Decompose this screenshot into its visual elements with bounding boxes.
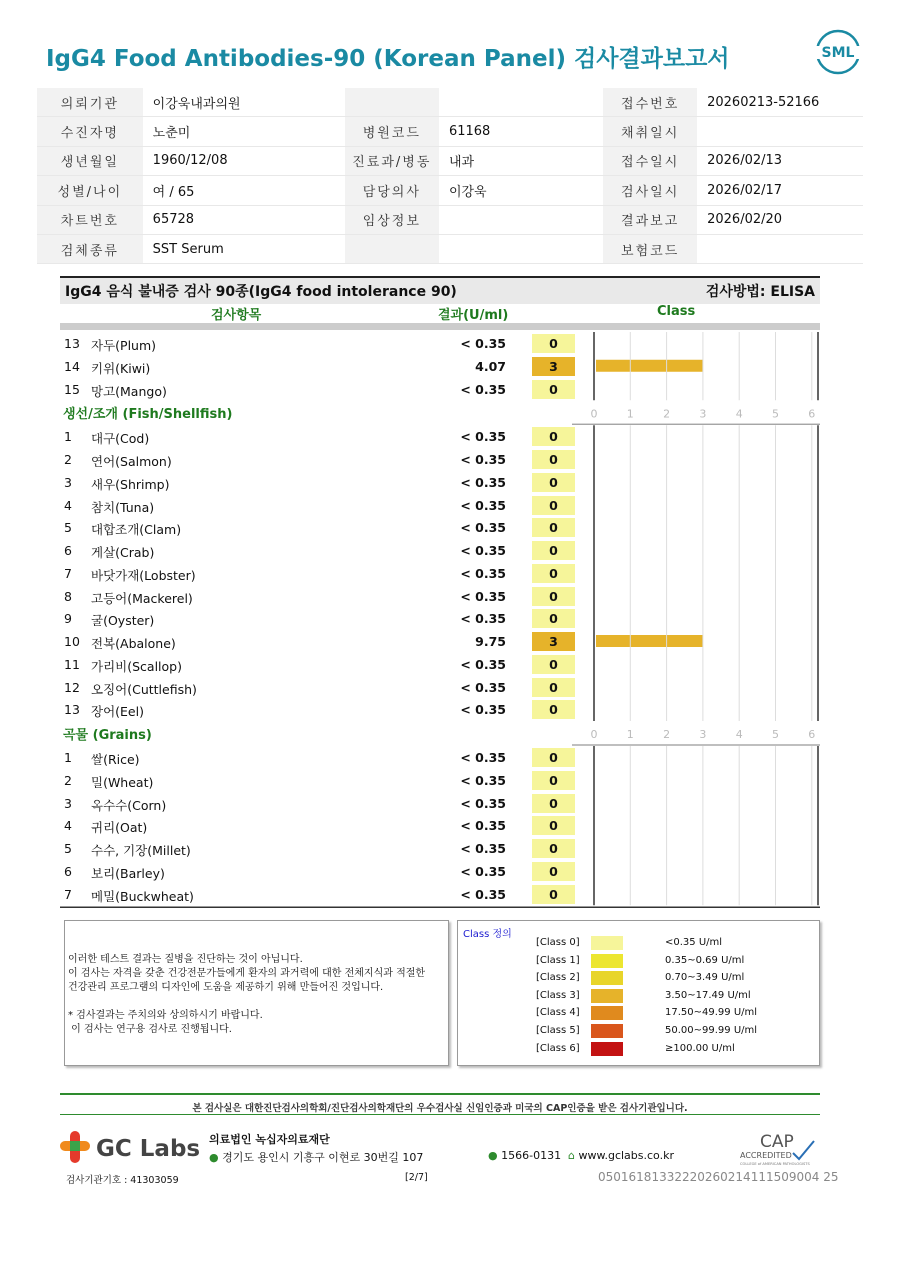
svg-text:CAP: CAP xyxy=(760,1132,794,1152)
gc-labs-logo xyxy=(60,1127,206,1167)
info-label: 보험코드 xyxy=(603,234,697,263)
info-value: 내과 xyxy=(439,146,603,175)
legend-row xyxy=(458,970,808,987)
item-number: 8 xyxy=(64,588,72,604)
item-number: 11 xyxy=(64,656,80,672)
org-name: 의료법인 녹십자의료재단 xyxy=(209,1133,330,1146)
axis-tick-label: 3 xyxy=(699,728,707,741)
item-name: 고등어(Mackerel) xyxy=(91,590,193,606)
info-label: 접수일시 xyxy=(603,146,697,175)
item-number: 4 xyxy=(64,497,72,513)
item-name: 게살(Crab) xyxy=(91,545,155,560)
axis-tick-label: 6 xyxy=(808,407,816,421)
result-row xyxy=(60,792,820,815)
item-class-badge: 0 xyxy=(532,678,575,697)
location-pin-icon: ● xyxy=(209,1151,219,1164)
item-result: < 0.35 xyxy=(460,841,506,856)
item-number: 15 xyxy=(64,381,80,397)
legend-class-label: [Class 0] xyxy=(536,937,580,948)
legend-swatch xyxy=(591,954,623,968)
item-number: 12 xyxy=(64,679,80,695)
cap-accredited-logo xyxy=(738,1131,818,1169)
item-result: < 0.35 xyxy=(460,543,506,558)
legend-range: 50.00~99.99 U/ml xyxy=(665,1025,758,1036)
class-legend-box xyxy=(457,920,820,1066)
legend-row xyxy=(458,988,808,1005)
svg-text:GC Labs: GC Labs xyxy=(96,1136,201,1162)
item-class-badge: 0 xyxy=(532,609,575,628)
item-number: 3 xyxy=(64,474,72,490)
certification-note: 본 검사실은 대한진단검사의학회/진단검사의학재단의 우수검사실 신임인증과 미국의 CAP인증을 받은 검사기관입니다. xyxy=(192,1103,688,1114)
section-header: 곡물 (Grains) xyxy=(63,728,152,743)
legend-swatch xyxy=(591,971,623,985)
info-value xyxy=(439,234,603,263)
item-result: < 0.35 xyxy=(460,772,506,788)
info-label: 검체종류 xyxy=(37,234,143,263)
legend-swatch xyxy=(591,1042,623,1056)
disclaimer-line: 건강관리 프로그램의 디자인에 도움을 제공하기 위해 만들어진 것입니다. xyxy=(68,982,384,993)
item-result: < 0.35 xyxy=(460,588,506,604)
info-value: 1960/12/08 xyxy=(143,146,345,175)
item-class-badge: 0 xyxy=(532,380,575,399)
disclaimer-text xyxy=(68,953,425,1037)
item-class-badge: 0 xyxy=(532,748,575,767)
info-value: 노춘미 xyxy=(143,117,345,146)
col-header-result: 결과(U/ml) xyxy=(438,308,509,323)
info-value: 2026/02/17 xyxy=(697,176,863,205)
legend-row xyxy=(458,1041,808,1058)
disclaimer-line: * 검사결과는 주치의와 상의하시기 바랍니다. xyxy=(68,1010,263,1021)
legend-swatch xyxy=(591,1006,623,1020)
item-result: < 0.35 xyxy=(460,750,506,765)
axis-tick-label: 5 xyxy=(772,407,779,421)
section-header: 생선/조개 (Fish/Shellfish) xyxy=(63,407,233,423)
item-result: < 0.35 xyxy=(460,702,506,718)
item-name: 귀리(Oat) xyxy=(91,820,148,836)
result-row xyxy=(60,860,820,883)
col-header-class: Class xyxy=(657,304,696,319)
disclaimer-box xyxy=(64,920,449,1066)
item-name: 쌀(Rice) xyxy=(91,752,140,767)
result-row xyxy=(60,516,820,539)
info-label xyxy=(345,234,439,263)
info-value xyxy=(697,234,863,263)
item-name: 대합조개(Clam) xyxy=(91,522,182,538)
item-class-badge: 0 xyxy=(532,839,575,858)
institution-number: 검사기관기호 : 41303059 xyxy=(66,1175,179,1186)
item-class-badge: 0 xyxy=(532,564,575,583)
item-result: < 0.35 xyxy=(460,679,506,695)
item-number: 6 xyxy=(64,863,72,879)
item-result: < 0.35 xyxy=(460,429,506,445)
info-label: 결과보고 xyxy=(603,205,697,234)
info-row xyxy=(37,146,863,175)
item-number: 4 xyxy=(64,818,72,834)
item-result: < 0.35 xyxy=(460,520,506,536)
axis-tick-label: 4 xyxy=(735,728,743,741)
info-value: 61168 xyxy=(439,117,603,146)
item-class-badge: 0 xyxy=(532,496,575,515)
item-result: < 0.35 xyxy=(460,611,506,627)
result-row xyxy=(60,746,820,769)
address: ● 경기도 용인시 기흥구 이현로 30번길 107 xyxy=(209,1151,424,1164)
item-class-badge: 0 xyxy=(532,334,575,353)
info-label: 진료과/병동 xyxy=(345,146,439,175)
disclaimer-line xyxy=(68,995,425,1009)
result-row xyxy=(60,494,820,517)
item-number: 13 xyxy=(64,336,80,351)
legend-row xyxy=(458,1023,808,1040)
item-name: 전복(Abalone) xyxy=(91,636,176,651)
page-number: [2/7] xyxy=(405,1172,428,1183)
result-row xyxy=(60,653,820,676)
item-result: 4.07 xyxy=(475,358,506,374)
item-class-badge: 0 xyxy=(532,427,575,446)
item-class-badge: 0 xyxy=(532,450,575,469)
info-label: 수진자명 xyxy=(37,117,143,146)
info-row xyxy=(37,176,863,205)
legend-title: Class 정의 xyxy=(463,929,512,940)
test-method: 검사방법: ELISA xyxy=(705,284,815,300)
legend-range: 3.50~17.49 U/ml xyxy=(665,989,751,1001)
info-value: 65728 xyxy=(143,205,345,234)
item-class-badge: 0 xyxy=(532,518,575,537)
item-result: 9.75 xyxy=(475,634,506,649)
item-number: 1 xyxy=(64,429,72,445)
item-name: 굴(Oyster) xyxy=(91,613,155,629)
item-number: 7 xyxy=(64,886,72,902)
table-top-band xyxy=(60,323,820,330)
result-row xyxy=(60,355,820,378)
info-value: 2026/02/13 xyxy=(697,146,863,175)
item-number: 1 xyxy=(64,750,72,765)
phone-icon: ● xyxy=(488,1149,498,1162)
axis-tick-label: 4 xyxy=(735,407,743,421)
axis-tick-label: 5 xyxy=(772,728,779,741)
info-label: 성별/나이 xyxy=(37,176,143,205)
result-row xyxy=(60,425,820,448)
item-name: 가리비(Scallop) xyxy=(91,658,182,674)
info-label: 생년월일 xyxy=(37,146,143,175)
footer-divider-top xyxy=(60,1093,820,1095)
info-value: 2026/02/20 xyxy=(697,205,863,234)
item-number: 2 xyxy=(64,452,72,467)
info-value: 이강욱 xyxy=(439,176,603,205)
item-name: 오징어(Cuttlefish) xyxy=(91,681,197,697)
item-name: 옥수수(Corn) xyxy=(91,797,167,813)
barcode-number: 05016181332220260214111509004 25 xyxy=(598,1170,839,1184)
item-result: < 0.35 xyxy=(460,474,506,490)
info-label: 병원코드 xyxy=(345,117,439,146)
axis-tick-label: 0 xyxy=(590,407,598,421)
info-label xyxy=(345,88,439,117)
legend-class-label: [Class 5] xyxy=(536,1025,580,1036)
legend-class-label: [Class 3] xyxy=(536,989,580,1001)
item-number: 5 xyxy=(64,520,72,536)
svg-text:COLLEGE of AMERICAN PATHOLOGIS: COLLEGE of AMERICAN PATHOLOGISTS xyxy=(740,1162,810,1166)
axis-tick-label: 3 xyxy=(699,407,707,421)
item-name: 키위(Kiwi) xyxy=(91,360,151,376)
item-class-badge: 0 xyxy=(532,541,575,560)
info-value: SST Serum xyxy=(143,234,345,263)
item-result: < 0.35 xyxy=(460,565,506,581)
item-class-badge: 0 xyxy=(532,473,575,492)
item-result: < 0.35 xyxy=(460,886,506,902)
item-number: 14 xyxy=(64,358,80,374)
item-result: < 0.35 xyxy=(460,497,506,513)
svg-text:ACCREDITED: ACCREDITED xyxy=(740,1151,792,1160)
result-row xyxy=(60,883,820,906)
info-label: 차트번호 xyxy=(37,205,143,234)
legend-range: ≥100.00 U/ml xyxy=(665,1042,735,1054)
item-class-badge: 0 xyxy=(532,885,575,904)
info-label: 담당의사 xyxy=(345,176,439,205)
report-title: IgG4 Food Antibodies-90 (Korean Panel) 검사결과보고서 xyxy=(46,46,730,72)
result-row xyxy=(60,607,820,630)
result-row xyxy=(60,332,820,355)
legend-range: 17.50~49.99 U/ml xyxy=(665,1007,758,1019)
legend-row xyxy=(458,1005,808,1022)
legend-swatch xyxy=(591,989,623,1003)
info-value xyxy=(439,88,603,117)
info-label: 임상정보 xyxy=(345,205,439,234)
result-row xyxy=(60,814,820,837)
info-value: 이강욱내과의원 xyxy=(143,88,345,117)
axis-tick-label: 1 xyxy=(626,728,634,741)
svg-text:SML: SML xyxy=(821,45,855,61)
item-class-badge: 0 xyxy=(532,700,575,719)
result-row xyxy=(60,698,820,721)
legend-class-label: [Class 2] xyxy=(536,972,580,984)
phone: ● 1566-0131 xyxy=(488,1149,562,1162)
footer-divider-bottom xyxy=(60,1114,820,1115)
legend-swatch xyxy=(591,936,623,950)
result-row xyxy=(60,630,820,653)
item-name: 망고(Mango) xyxy=(91,383,167,399)
legend-range: 0.70~3.49 U/ml xyxy=(665,972,745,984)
result-row xyxy=(60,539,820,562)
item-number: 2 xyxy=(64,772,72,788)
info-value: 여 / 65 xyxy=(143,176,345,205)
report-heading: IgG4 음식 불내증 검사 90종(IgG4 food intolerance 90) xyxy=(65,284,457,300)
item-name: 밀(Wheat) xyxy=(91,774,154,790)
report-header-bar xyxy=(60,276,820,304)
item-result: < 0.35 xyxy=(460,863,506,879)
axis-tick-label: 6 xyxy=(808,728,816,741)
legend-range: <0.35 U/ml xyxy=(665,937,723,948)
item-name: 메밀(Buckwheat) xyxy=(91,888,194,904)
item-name: 장어(Eel) xyxy=(91,704,144,720)
item-name: 자두(Plum) xyxy=(91,338,157,353)
info-row xyxy=(37,205,863,234)
disclaimer-line: 이 검사는 자격을 갖춘 건강전문가들에게 환자의 과거력에 대한 전체지식과 적절한 xyxy=(68,968,426,979)
home-icon: ⌂ xyxy=(568,1149,575,1162)
item-number: 10 xyxy=(64,634,80,649)
item-number: 9 xyxy=(64,611,72,627)
info-row xyxy=(37,88,863,117)
item-name: 참치(Tuna) xyxy=(91,499,155,515)
item-number: 6 xyxy=(64,543,72,558)
result-row xyxy=(60,448,820,471)
legend-class-label: [Class 1] xyxy=(536,954,580,966)
item-name: 바닷가재(Lobster) xyxy=(91,567,196,583)
item-number: 13 xyxy=(64,702,80,718)
item-number: 3 xyxy=(64,795,72,811)
legend-row xyxy=(458,953,808,970)
item-name: 연어(Salmon) xyxy=(91,454,172,469)
legend-swatch xyxy=(591,1024,623,1038)
item-result: < 0.35 xyxy=(460,795,506,811)
item-result: < 0.35 xyxy=(460,452,506,467)
item-result: < 0.35 xyxy=(460,336,506,351)
sml-logo xyxy=(814,28,862,76)
item-result: < 0.35 xyxy=(460,818,506,834)
disclaimer-line: 이러한 테스트 결과는 질병을 진단하는 것이 아닙니다. xyxy=(68,954,303,965)
website: ⌂ www.gclabs.co.kr xyxy=(568,1149,674,1162)
legend-class-label: [Class 4] xyxy=(536,1007,580,1019)
item-class-badge: 0 xyxy=(532,862,575,881)
col-header-item: 검사항목 xyxy=(211,308,262,323)
info-label: 채취일시 xyxy=(603,117,697,146)
info-row xyxy=(37,117,863,146)
item-class-badge: 3 xyxy=(532,632,575,651)
axis-tick-label: 0 xyxy=(590,728,598,741)
gc-cross-icon xyxy=(60,1131,90,1163)
info-label: 의뢰기관 xyxy=(37,88,143,117)
axis-tick-label: 1 xyxy=(626,407,634,421)
result-row xyxy=(60,676,820,699)
result-row xyxy=(60,837,820,860)
result-row xyxy=(60,471,820,494)
item-class-badge: 0 xyxy=(532,794,575,813)
legend-class-label: [Class 6] xyxy=(536,1042,580,1054)
item-name: 새우(Shrimp) xyxy=(91,476,170,492)
patient-info-table xyxy=(37,88,863,264)
axis-tick-label: 2 xyxy=(663,407,671,421)
result-row xyxy=(60,585,820,608)
item-name: 보리(Barley) xyxy=(91,865,165,881)
result-row xyxy=(60,769,820,792)
legend-row xyxy=(458,935,808,952)
info-row xyxy=(37,234,863,263)
item-number: 5 xyxy=(64,841,72,856)
item-name: 수수, 기장(Millet) xyxy=(91,843,191,858)
info-label: 접수번호 xyxy=(603,88,697,117)
info-label: 검사일시 xyxy=(603,176,697,205)
info-value xyxy=(439,205,603,234)
item-result: < 0.35 xyxy=(460,656,506,672)
result-row xyxy=(60,378,820,401)
item-number: 7 xyxy=(64,565,72,581)
item-name: 대구(Cod) xyxy=(91,431,150,447)
disclaimer-line: 이 검사는 연구용 검사로 진행됩니다. xyxy=(68,1024,232,1035)
item-class-badge: 0 xyxy=(532,771,575,790)
legend-range: 0.35~0.69 U/ml xyxy=(665,954,745,966)
item-result: < 0.35 xyxy=(460,381,506,397)
axis-tick-label: 2 xyxy=(663,728,671,741)
item-class-badge: 0 xyxy=(532,816,575,835)
info-value xyxy=(697,117,863,146)
item-class-badge: 0 xyxy=(532,587,575,606)
info-value: 20260213-52166 xyxy=(697,88,863,117)
item-class-badge: 0 xyxy=(532,655,575,674)
item-class-badge: 3 xyxy=(532,357,575,376)
result-row xyxy=(60,562,820,585)
